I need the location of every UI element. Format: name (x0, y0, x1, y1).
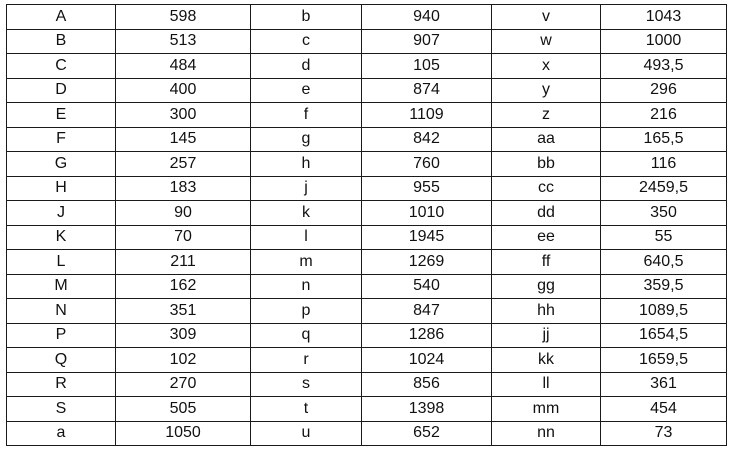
table-row (7, 299, 727, 324)
value-cell: 359,5 (601, 274, 727, 299)
value-cell: 351 (116, 299, 251, 324)
key-cell: A (7, 5, 116, 30)
key-cell: D (7, 78, 116, 103)
key-cell: cc (492, 176, 601, 201)
key-cell: ff (492, 250, 601, 275)
value-cell: 105 (362, 54, 492, 79)
value-cell: 211 (116, 250, 251, 275)
key-cell: K (7, 225, 116, 250)
key-cell: N (7, 299, 116, 324)
value-cell: 145 (116, 127, 251, 152)
key-cell: L (7, 250, 116, 275)
key-cell: z (492, 103, 601, 128)
value-cell: 907 (362, 29, 492, 54)
key-cell: mm (492, 397, 601, 422)
table-row (7, 372, 727, 397)
key-cell: m (251, 250, 362, 275)
value-cell: 598 (116, 5, 251, 30)
table-row (7, 397, 727, 422)
value-cell: 874 (362, 78, 492, 103)
key-cell: dd (492, 201, 601, 226)
key-cell: M (7, 274, 116, 299)
value-cell: 1010 (362, 201, 492, 226)
value-cell: 270 (116, 372, 251, 397)
value-cell: 116 (601, 152, 727, 177)
value-cell: 1024 (362, 348, 492, 373)
value-cell: 400 (116, 78, 251, 103)
key-cell: S (7, 397, 116, 422)
table-row (7, 201, 727, 226)
value-cell: 165,5 (601, 127, 727, 152)
key-cell: l (251, 225, 362, 250)
key-cell: p (251, 299, 362, 324)
key-cell: h (251, 152, 362, 177)
value-cell: 1654,5 (601, 323, 727, 348)
key-cell: B (7, 29, 116, 54)
key-cell: Q (7, 348, 116, 373)
key-cell: x (492, 54, 601, 79)
key-cell: C (7, 54, 116, 79)
value-cell: 300 (116, 103, 251, 128)
value-cell: 493,5 (601, 54, 727, 79)
value-cell: 652 (362, 421, 492, 446)
value-cell: 55 (601, 225, 727, 250)
key-cell: s (251, 372, 362, 397)
key-cell: ll (492, 372, 601, 397)
key-cell: f (251, 103, 362, 128)
table-row (7, 225, 727, 250)
value-cell: 1945 (362, 225, 492, 250)
key-cell: nn (492, 421, 601, 446)
value-cell: 847 (362, 299, 492, 324)
key-cell: R (7, 372, 116, 397)
key-cell: b (251, 5, 362, 30)
key-cell: E (7, 103, 116, 128)
table-row (7, 103, 727, 128)
key-cell: n (251, 274, 362, 299)
key-cell: ee (492, 225, 601, 250)
key-cell: u (251, 421, 362, 446)
value-cell: 842 (362, 127, 492, 152)
value-cell: 513 (116, 29, 251, 54)
value-cell: 1043 (601, 5, 727, 30)
value-cell: 309 (116, 323, 251, 348)
value-cell: 454 (601, 397, 727, 422)
key-cell: t (251, 397, 362, 422)
key-cell: gg (492, 274, 601, 299)
key-cell: aa (492, 127, 601, 152)
value-cell: 955 (362, 176, 492, 201)
table-row (7, 127, 727, 152)
key-cell: e (251, 78, 362, 103)
table-row (7, 274, 727, 299)
value-cell: 1269 (362, 250, 492, 275)
table-row (7, 421, 727, 446)
key-cell: j (251, 176, 362, 201)
value-cell: 1089,5 (601, 299, 727, 324)
table-row (7, 78, 727, 103)
key-cell: c (251, 29, 362, 54)
data-table-sheet (6, 4, 726, 442)
key-cell: a (7, 421, 116, 446)
table-row (7, 5, 727, 30)
value-cell: 216 (601, 103, 727, 128)
table-row (7, 250, 727, 275)
value-cell: 296 (601, 78, 727, 103)
value-cell: 162 (116, 274, 251, 299)
value-cell: 540 (362, 274, 492, 299)
table-row (7, 176, 727, 201)
key-cell: bb (492, 152, 601, 177)
value-cell: 640,5 (601, 250, 727, 275)
table-row (7, 348, 727, 373)
value-cell: 350 (601, 201, 727, 226)
table-row (7, 323, 727, 348)
key-cell: G (7, 152, 116, 177)
key-cell: v (492, 5, 601, 30)
value-cell: 1050 (116, 421, 251, 446)
value-cell: 940 (362, 5, 492, 30)
value-cell: 2459,5 (601, 176, 727, 201)
value-cell: 760 (362, 152, 492, 177)
value-cell: 361 (601, 372, 727, 397)
data-table (6, 4, 727, 446)
key-cell: w (492, 29, 601, 54)
key-cell: hh (492, 299, 601, 324)
table-row (7, 29, 727, 54)
value-cell: 183 (116, 176, 251, 201)
key-cell: J (7, 201, 116, 226)
key-cell: y (492, 78, 601, 103)
key-cell: g (251, 127, 362, 152)
key-cell: k (251, 201, 362, 226)
value-cell: 856 (362, 372, 492, 397)
value-cell: 484 (116, 54, 251, 79)
key-cell: q (251, 323, 362, 348)
key-cell: kk (492, 348, 601, 373)
value-cell: 70 (116, 225, 251, 250)
value-cell: 102 (116, 348, 251, 373)
key-cell: H (7, 176, 116, 201)
value-cell: 1398 (362, 397, 492, 422)
key-cell: d (251, 54, 362, 79)
value-cell: 257 (116, 152, 251, 177)
value-cell: 90 (116, 201, 251, 226)
value-cell: 73 (601, 421, 727, 446)
value-cell: 1659,5 (601, 348, 727, 373)
key-cell: F (7, 127, 116, 152)
key-cell: P (7, 323, 116, 348)
value-cell: 1000 (601, 29, 727, 54)
value-cell: 1286 (362, 323, 492, 348)
key-cell: jj (492, 323, 601, 348)
data-table-body (7, 5, 727, 446)
value-cell: 1109 (362, 103, 492, 128)
key-cell: r (251, 348, 362, 373)
value-cell: 505 (116, 397, 251, 422)
table-row (7, 54, 727, 79)
table-row (7, 152, 727, 177)
